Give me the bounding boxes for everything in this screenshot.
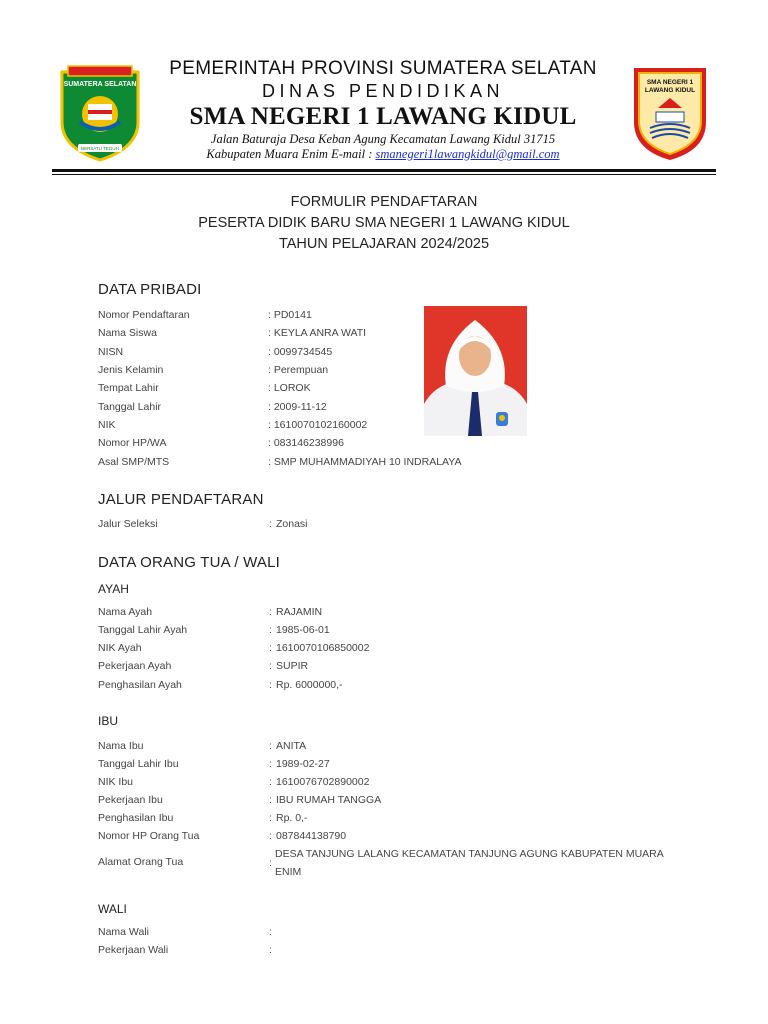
field-colon: :	[269, 830, 272, 842]
field-text: 1985-06-01	[276, 624, 330, 636]
field-value: : Perempuan	[268, 364, 329, 376]
field-colon: :	[269, 606, 272, 618]
field-row	[98, 776, 678, 794]
field-row	[98, 327, 678, 345]
field-value: : 2009-11-12	[268, 401, 327, 413]
field-colon: :	[269, 518, 272, 530]
letterhead-rule-thin	[52, 174, 716, 175]
field-row	[98, 606, 678, 624]
field-label: Pekerjaan Wali	[98, 944, 169, 956]
school-contact	[148, 147, 618, 162]
field-row	[98, 437, 678, 455]
sumatera-selatan-emblem-icon	[58, 62, 142, 162]
field-colon: :	[269, 740, 272, 752]
field-row	[98, 660, 678, 678]
field-label: Asal SMP/MTS	[98, 456, 170, 468]
form-title-line2: PESERTA DIDIK BARU SMA NEGERI 1 LAWANG KIDUL	[198, 215, 570, 231]
field-row	[98, 758, 678, 776]
student-photo	[424, 306, 527, 436]
school-address: Jalan Baturaja Desa Keban Agung Kecamatan Lawang Kidul 31715	[210, 132, 556, 146]
field-text: RAJAMIN	[276, 606, 323, 618]
field-label: Pekerjaan Ayah	[98, 660, 172, 672]
field-row	[98, 364, 678, 382]
field-value: : LOROK	[268, 382, 311, 394]
student-photo-illustration	[424, 306, 527, 436]
field-label: Nomor HP Orang Tua	[98, 830, 200, 842]
field-row	[98, 346, 678, 364]
field-text: 1610070106850002	[276, 642, 370, 654]
form-title	[0, 192, 768, 255]
field-text: 1989-02-27	[276, 758, 330, 770]
field-colon: :	[269, 944, 272, 956]
subsection-ibu: IBU	[98, 714, 119, 728]
emblem-left-text: SUMATERA SELATAN	[63, 81, 137, 88]
field-row	[98, 382, 678, 400]
field-value: : KEYLA ANRA WATI	[268, 327, 367, 339]
field-text: 1610076702890002	[276, 776, 370, 788]
address-line2: ENIM	[275, 866, 302, 878]
field-label: NIK Ibu	[98, 776, 134, 788]
school-name: SMA NEGERI 1 LAWANG KIDUL	[189, 103, 577, 130]
section-data-pribadi: DATA PRIBADI	[98, 281, 202, 298]
section-jalur-pendaftaran: JALUR PENDAFTARAN	[98, 491, 264, 508]
field-label: Nomor Pendaftaran	[98, 309, 190, 321]
field-text: ANITA	[276, 740, 307, 752]
field-row	[98, 624, 678, 642]
field-row	[98, 740, 678, 758]
field-row	[98, 518, 678, 536]
field-value: : 083146238996	[268, 437, 344, 449]
field-row	[98, 456, 678, 474]
field-row-address	[98, 848, 678, 884]
field-label: NIK	[98, 419, 116, 431]
field-row	[98, 812, 678, 830]
government-name: PEMERINTAH PROVINSI SUMATERA SELATAN	[169, 58, 597, 79]
email-link[interactable]: smanegeri1lawangkidul@gmail.com	[375, 147, 560, 161]
subsection-ayah: AYAH	[98, 582, 129, 596]
contact-prefix: Kabupaten Muara Enim E-mail :	[206, 147, 376, 161]
school-logo-text2: LAWANG KIDUL	[644, 87, 696, 94]
field-colon: :	[269, 926, 272, 938]
field-label: NIK Ayah	[98, 642, 142, 654]
office-name: DINAS PENDIDIKAN	[261, 81, 505, 101]
field-text: Rp. 6000000,-	[276, 679, 343, 691]
field-label: Nama Ayah	[98, 606, 153, 618]
field-label: Alamat Orang Tua	[98, 856, 184, 868]
field-label: Tanggal Lahir Ibu	[98, 758, 179, 770]
field-colon: :	[269, 624, 272, 636]
field-row	[98, 401, 678, 419]
address-line1: DESA TANJUNG LALANG KECAMATAN TANJUNG AGUNG KABUPATEN MUARA	[275, 848, 664, 860]
form-title-line1: FORMULIR PENDAFTARAN	[290, 194, 478, 210]
field-text: Rp. 0,-	[276, 812, 308, 824]
field-label: Penghasilan Ibu	[98, 812, 174, 824]
field-colon: :	[269, 642, 272, 654]
field-colon: :	[269, 660, 272, 672]
field-colon: :	[269, 812, 272, 824]
letterhead-text	[148, 56, 618, 162]
field-row	[98, 926, 678, 944]
letterhead	[52, 56, 716, 166]
form-title-line3: TAHUN PELAJARAN 2024/2025	[278, 236, 490, 252]
emblem-left-motto: BERSATU TEGUH	[81, 146, 119, 151]
field-label: Tanggal Lahir	[98, 401, 162, 413]
field-value: : 1610070102160002	[268, 419, 368, 431]
field-label: Nama Siswa	[98, 327, 157, 339]
field-label: Penghasilan Ayah	[98, 679, 182, 691]
field-value: : PD0141	[268, 309, 312, 321]
field-colon: :	[269, 758, 272, 770]
field-text: Zonasi	[276, 518, 308, 530]
field-colon: :	[269, 794, 272, 806]
field-label: Tempat Lahir	[98, 382, 159, 394]
field-label: Nama Wali	[98, 926, 149, 938]
field-row	[98, 679, 678, 697]
field-label: Nomor HP/WA	[98, 437, 167, 449]
field-label: Jalur Seleksi	[98, 518, 158, 530]
field-value: : SMP MUHAMMADIYAH 10 INDRALAYA	[268, 456, 462, 468]
field-label: Jenis Kelamin	[98, 364, 164, 376]
field-label: NISN	[98, 346, 124, 358]
school-logo-icon	[628, 62, 712, 162]
section-data-orang-tua: DATA ORANG TUA / WALI	[98, 554, 281, 571]
field-row	[98, 794, 678, 812]
subsection-wali: WALI	[98, 902, 127, 916]
field-colon: :	[269, 679, 272, 691]
field-row	[98, 944, 678, 962]
field-colon: :	[269, 857, 272, 869]
field-row	[98, 309, 678, 327]
field-text: 087844138790	[276, 830, 347, 842]
field-label: Tanggal Lahir Ayah	[98, 624, 188, 636]
field-row	[98, 830, 678, 848]
letterhead-rule-thick	[52, 169, 716, 172]
field-text: IBU RUMAH TANGGA	[276, 794, 382, 806]
field-value: : 0099734545	[268, 346, 333, 358]
field-text: SUPIR	[276, 660, 309, 672]
field-colon: :	[269, 776, 272, 788]
field-label: Nama Ibu	[98, 740, 144, 752]
field-row	[98, 642, 678, 660]
school-logo-text1: SMA NEGERI 1	[646, 79, 694, 86]
field-label: Pekerjaan Ibu	[98, 794, 163, 806]
field-row	[98, 419, 678, 437]
